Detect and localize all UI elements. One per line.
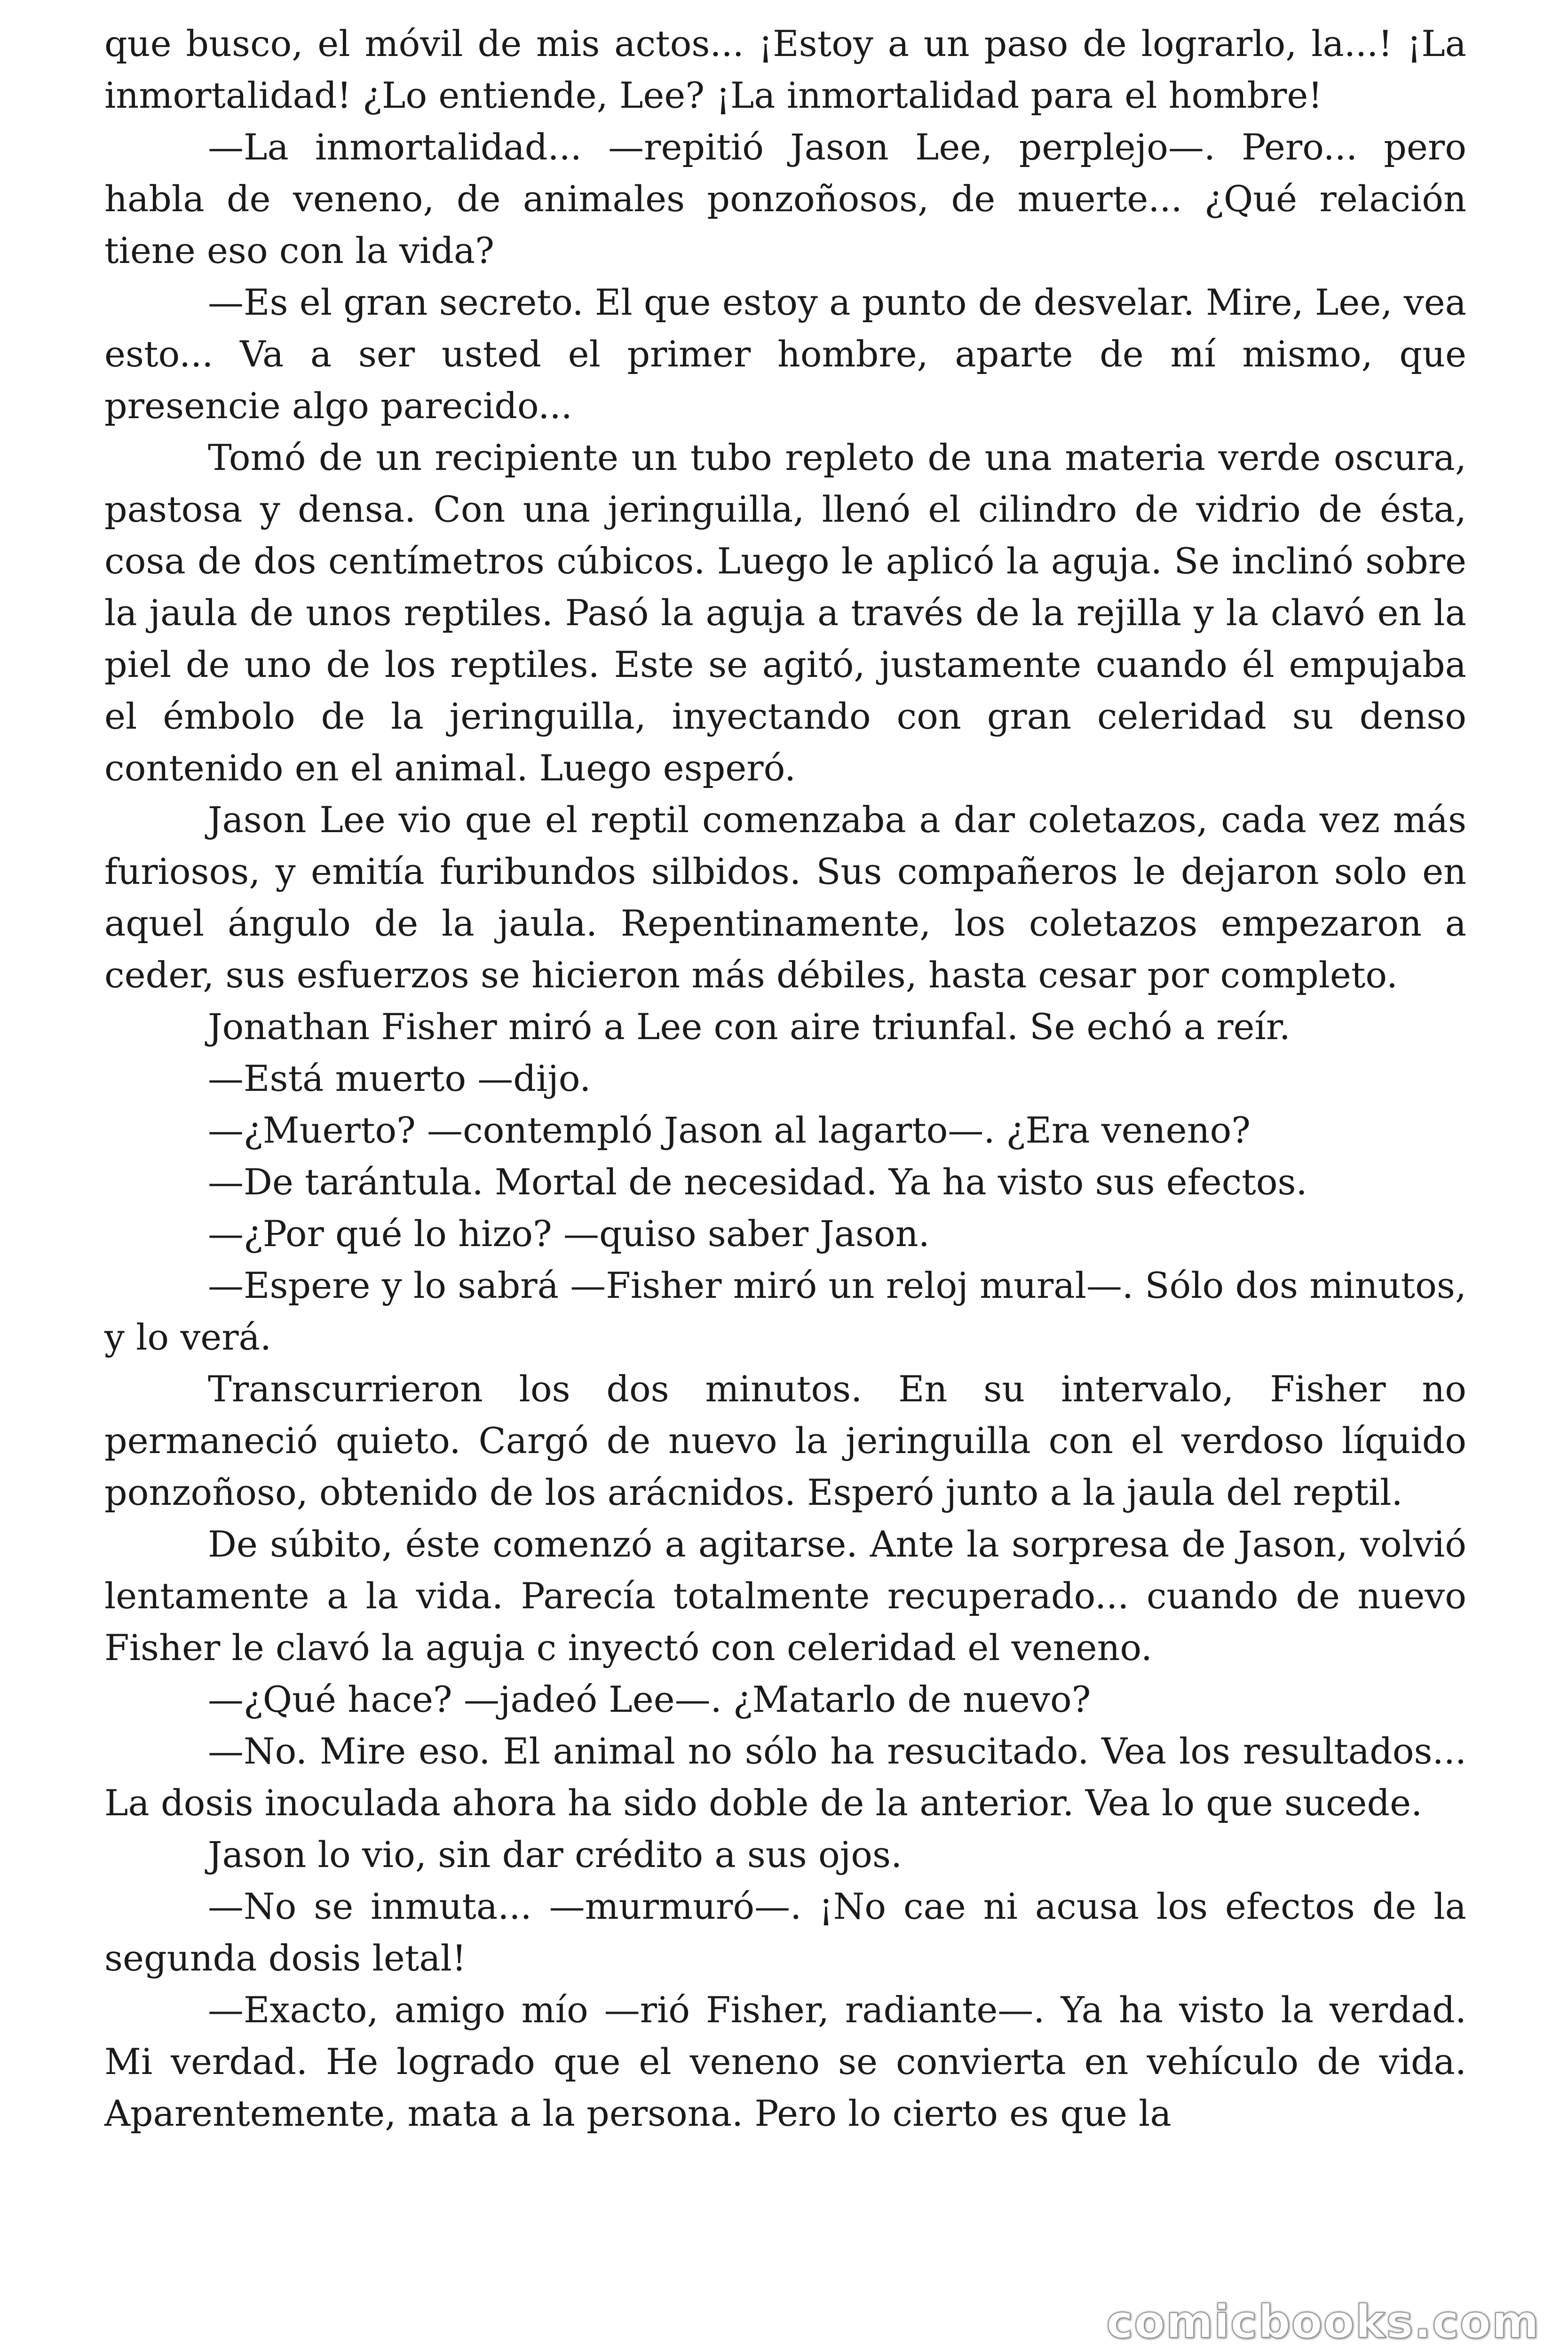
- paragraph-11: —Espere y lo sabrá —Fisher miró un reloj mural—. Sólo dos minutos, y lo verá.: [104, 1264, 1466, 1358]
- paragraph-9: —De tarántula. Mortal de necesidad. Ya ha visto sus efectos.: [208, 1161, 1307, 1203]
- paragraph-5: Jason Lee vio que el reptil comenzaba a dar coletazos, cada vez más furiosos, y emitía furibundos silbidos. Sus compañeros le dejaron solo en aquel ángulo de la jaula. Repentinamente, los coletazos empezaron a ceder, sus esfuerzos se hicieron más débiles, hasta cesar por completo.: [104, 799, 1466, 996]
- paragraph-17: —No se inmuta... —murmuró—. ¡No cae ni acusa los efectos de la segunda dosis letal!: [104, 1885, 1466, 1979]
- paragraph-15: —No. Mire eso. El animal no sólo ha resucitado. Vea los resultados... La dosis inoculada ahora ha sido doble de la anterior. Vea lo que sucede.: [104, 1730, 1466, 1824]
- paragraph-18: —Exacto, amigo mío —rió Fisher, radiante—. Ya ha visto la verdad. Mi verdad. He logrado que el veneno se convierta en vehículo de vida. Aparentemente, mata a la persona. Pero lo cierto es que la: [104, 1989, 1466, 2134]
- paragraph-3: —Es el gran secreto. El que estoy a punto de desvelar. Mire, Lee, vea esto... Va a ser usted el primer hombre, aparte de mí mismo, que presencie algo parecido...: [104, 281, 1466, 427]
- paragraph-1: que busco, el móvil de mis actos... ¡Estoy a un paso de lograrlo, la...! ¡La inmortalidad! ¿Lo entiende, Lee? ¡La inmortalidad para el hombre!: [104, 23, 1466, 116]
- paragraph-7: —Está muerto —dijo.: [208, 1057, 591, 1099]
- paragraph-14: —¿Qué hace? —jadeó Lee—. ¿Matarlo de nuevo?: [208, 1678, 1091, 1720]
- paragraph-10: —¿Por qué lo hizo? —quiso saber Jason.: [208, 1213, 930, 1255]
- document-page: [104, 18, 1466, 2139]
- paragraph-13: De súbito, éste comenzó a agitarse. Ante la sorpresa de Jason, volvió lentamente a la vida. Parecía totalmente recuperado... cuando de nuevo Fisher le clavó la aguja c inyectó con celeridad el veneno.: [104, 1523, 1466, 1669]
- paragraph-4: Tomó de un recipiente un tubo repleto de una materia verde oscura, pastosa y densa. Con una jeringuilla, llenó el cilindro de vidrio de ésta, cosa de dos centímetros cúbicos. Luego le aplicó la aguja. Se inclinó sobre la jaula de unos reptiles. Pasó la aguja a través de la rejilla y la clavó en la piel de uno de los reptiles. Este se agitó, justamente cuando él empujaba el émbolo de la jeringuilla, inyectando con gran celeridad su denso contenido en el animal. Luego esperó.: [104, 437, 1466, 789]
- paragraph-2: —La inmortalidad... —repitió Jason Lee, perplejo—. Pero... pero habla de veneno, de animales ponzoñosos, de muerte... ¿Qué relación tiene eso con la vida?: [104, 126, 1466, 271]
- paragraph-8: —¿Muerto? —contempló Jason al lagarto—. ¿Era veneno?: [208, 1109, 1251, 1151]
- paragraph-6: Jonathan Fisher miró a Lee con aire triunfal. Se echó a reír.: [208, 1006, 1291, 1048]
- watermark: comicbooks.com: [1106, 2296, 1540, 2348]
- paragraph-16: Jason lo vio, sin dar crédito a sus ojos.: [208, 1834, 903, 1875]
- paragraph-12: Transcurrieron los dos minutos. En su intervalo, Fisher no permaneció quieto. Cargó de nuevo la jeringuilla con el verdoso líquido ponzoñoso, obtenido de los arácnidos. Esperó junto a la jaula del reptil.: [104, 1368, 1466, 1513]
